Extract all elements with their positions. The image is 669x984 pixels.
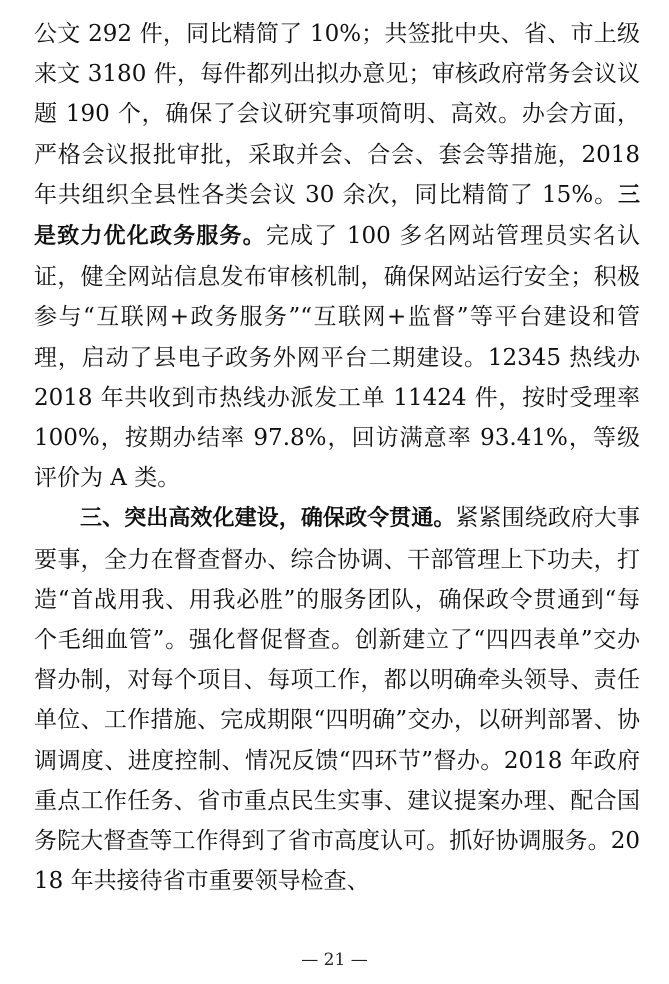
paragraph-1-bold-heading: 三是致力优化政务服务。 <box>34 182 640 250</box>
page-number: — 21 — <box>301 950 368 970</box>
paragraph-1-text-end: 完成了 100 多名网站管理员实名认证，健全网站信息发布审核机制，确保网站运行安全；积极参与“互联网+政务服务”“互联网+监督”等平台建设和管理，启动了县电子政务外网平台二期建设。12345 热线办 2018 年共收到市热线办派发工单 11424 件，按时受理率 100%，按期办结率 97.8%，回访满意率 93.41%，等级评价为 A 类。 <box>34 223 640 492</box>
paragraph-1-text-start: 公文 292 件，同比精简了 10%；共签批中央、省、市上级来文 3180 件，每件都列出拟办意见；审核政府常务会议议题 190 个，确保了会议研究事项简明、高效。办会方面，严格会议报批审批，采取并会、合会、套会等措施，2018 年共组织全县性各类会议 30 余次，同比精简了 15%。 <box>34 21 640 208</box>
section-heading: 三、突出高效化建设，确保政令贯通。 <box>80 506 456 532</box>
paragraph-2-text: 紧紧围绕政府大事要事，全力在督查督办、综合协调、干部管理上下功夫，打造“首战用我、用我必胜”的服务团队，确保政令贯通到“每个毛细血管”。强化督促督查。创新建立了“四四表单”交办督办制，对每个项目、每项工作，都以明确牵头领导、责任单位、工作措施、完成期限“四明确”交办，以研判部署、协调调度、进度控制、情况反馈“四环节”督办。2018 年政府重点工作任务、省市重点民生实事、建议提案办理、配合国务院大督查等工作得到了省市高度认可。抓好协调服务。2018 年共接待省市重要领导检查、 <box>34 505 641 895</box>
body-paragraph-1 <box>34 14 640 498</box>
document-page <box>34 14 640 954</box>
body-paragraph-2 <box>34 498 640 901</box>
